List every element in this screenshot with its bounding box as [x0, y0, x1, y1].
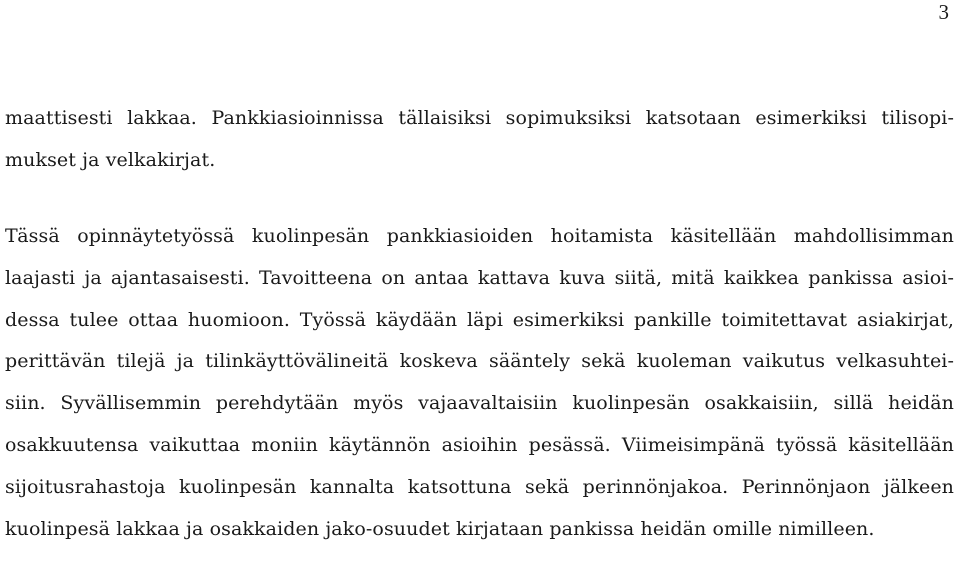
paragraph-2-line-5: siin. Syvällisemmin perehdytään myös vajaavaltaisiin kuolinpesän osakkaisiin, sillä heidän [5, 392, 954, 414]
paragraph-2-line-7: sijoitusrahastoja kuolinpesän kannalta katsottuna sekä perinnönjakoa. Perinnönjaon jälkeen [5, 476, 954, 498]
page-number: 3 [938, 0, 949, 24]
paragraph-1-line-2: mukset ja velkakirjat. [5, 149, 216, 171]
paragraph-2-line-3: dessa tulee ottaa huomioon. Työssä käydään läpi esimerkiksi pankille toimitettavat asiakirjat, [5, 309, 954, 331]
paragraph-2-line-4: perittävän tilejä ja tilinkäyttövälineitä koskeva sääntely sekä kuoleman vaikutus velkasuhtei- [5, 350, 954, 372]
paragraph-1-line-1: maattisesti lakkaa. Pankkiasioinnissa tällaisiksi sopimuksiksi katsotaan esimerkiksi tilisopi- [5, 107, 954, 129]
paragraph-2-line-2: laajasti ja ajantasaisesti. Tavoitteena on antaa kattava kuva siitä, mitä kaikkea pankissa asioi- [5, 267, 954, 289]
paragraph-2-line-6: osakkuutensa vaikuttaa moniin käytännön asioihin pesässä. Viimeisimpänä työssä käsitellään [5, 434, 954, 456]
paragraph-2-line-8: kuolinpesä lakkaa ja osakkaiden jako-osuudet kirjataan pankissa heidän omille nimilleen. [5, 518, 875, 540]
paragraph-2-line-1: Tässä opinnäytetyössä kuolinpesän pankkiasioiden hoitamista käsitellään mahdollisimman [5, 225, 954, 247]
